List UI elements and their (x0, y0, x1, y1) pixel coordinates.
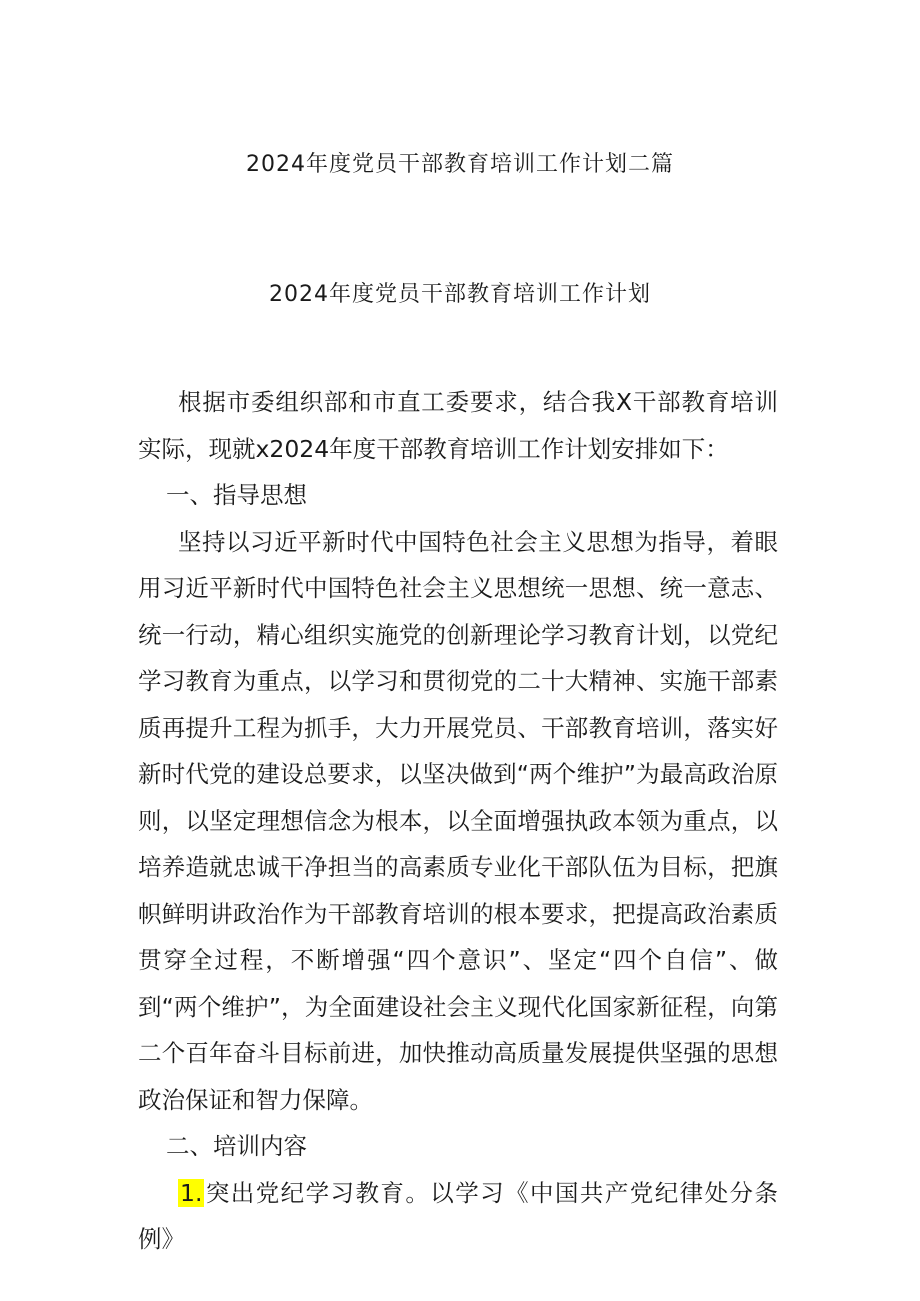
item-1-text: 突出党纪学习教育。以学习《中国共产党纪律处分条例》 (138, 1178, 778, 1253)
document-main-title: 2024年度党员干部教育培训工作计划二篇 (246, 152, 674, 177)
section-heading-guiding-ideology: 一、指导思想 (166, 481, 307, 509)
document-body (138, 379, 778, 1263)
guiding-ideology-paragraph: 坚持以习近平新时代中国特色社会主义思想为指导，着眼用习近平新时代中国特色社会主义思想统一思想、统一意志、统一行动，精心组织实施党的创新理论学习教育计划，以党纪学习教育为重点，以学习和贯彻党的二十大精神、实施干部素质再提升工程为抓手，大力开展党员、干部教育培训，落实好新时代党的建设总要求，以坚决做到“两个维护”为最高政治原则，以坚定理想信念为根本，以全面增强执政本领为重点，以培养造就忠诚干净担当的高素质专业化干部队伍为目标，把旗帜鲜明讲政治作为干部教育培训的根本要求，把提高政治素质贯穿全过程，不断增强“四个意识”、坚定“四个自信”、做到“两个维护”，为全面建设社会主义现代化国家新征程，向第二个百年奋斗目标前进，加快推动高质量发展提供坚强的思想政治保证和智力保障。 (138, 527, 778, 1114)
section-heading-training-content: 二、培训内容 (166, 1132, 307, 1160)
intro-paragraph: 根据市委组织部和市直工委要求，结合我X干部教育培训实际，现就x2024年度干部教育培训工作计划安排如下： (138, 388, 778, 463)
item-number-highlight: 1. (180, 1178, 203, 1207)
document-sub-title: 2024年度党员干部教育培训工作计划 (269, 282, 651, 307)
training-item-1 (138, 1170, 778, 1263)
